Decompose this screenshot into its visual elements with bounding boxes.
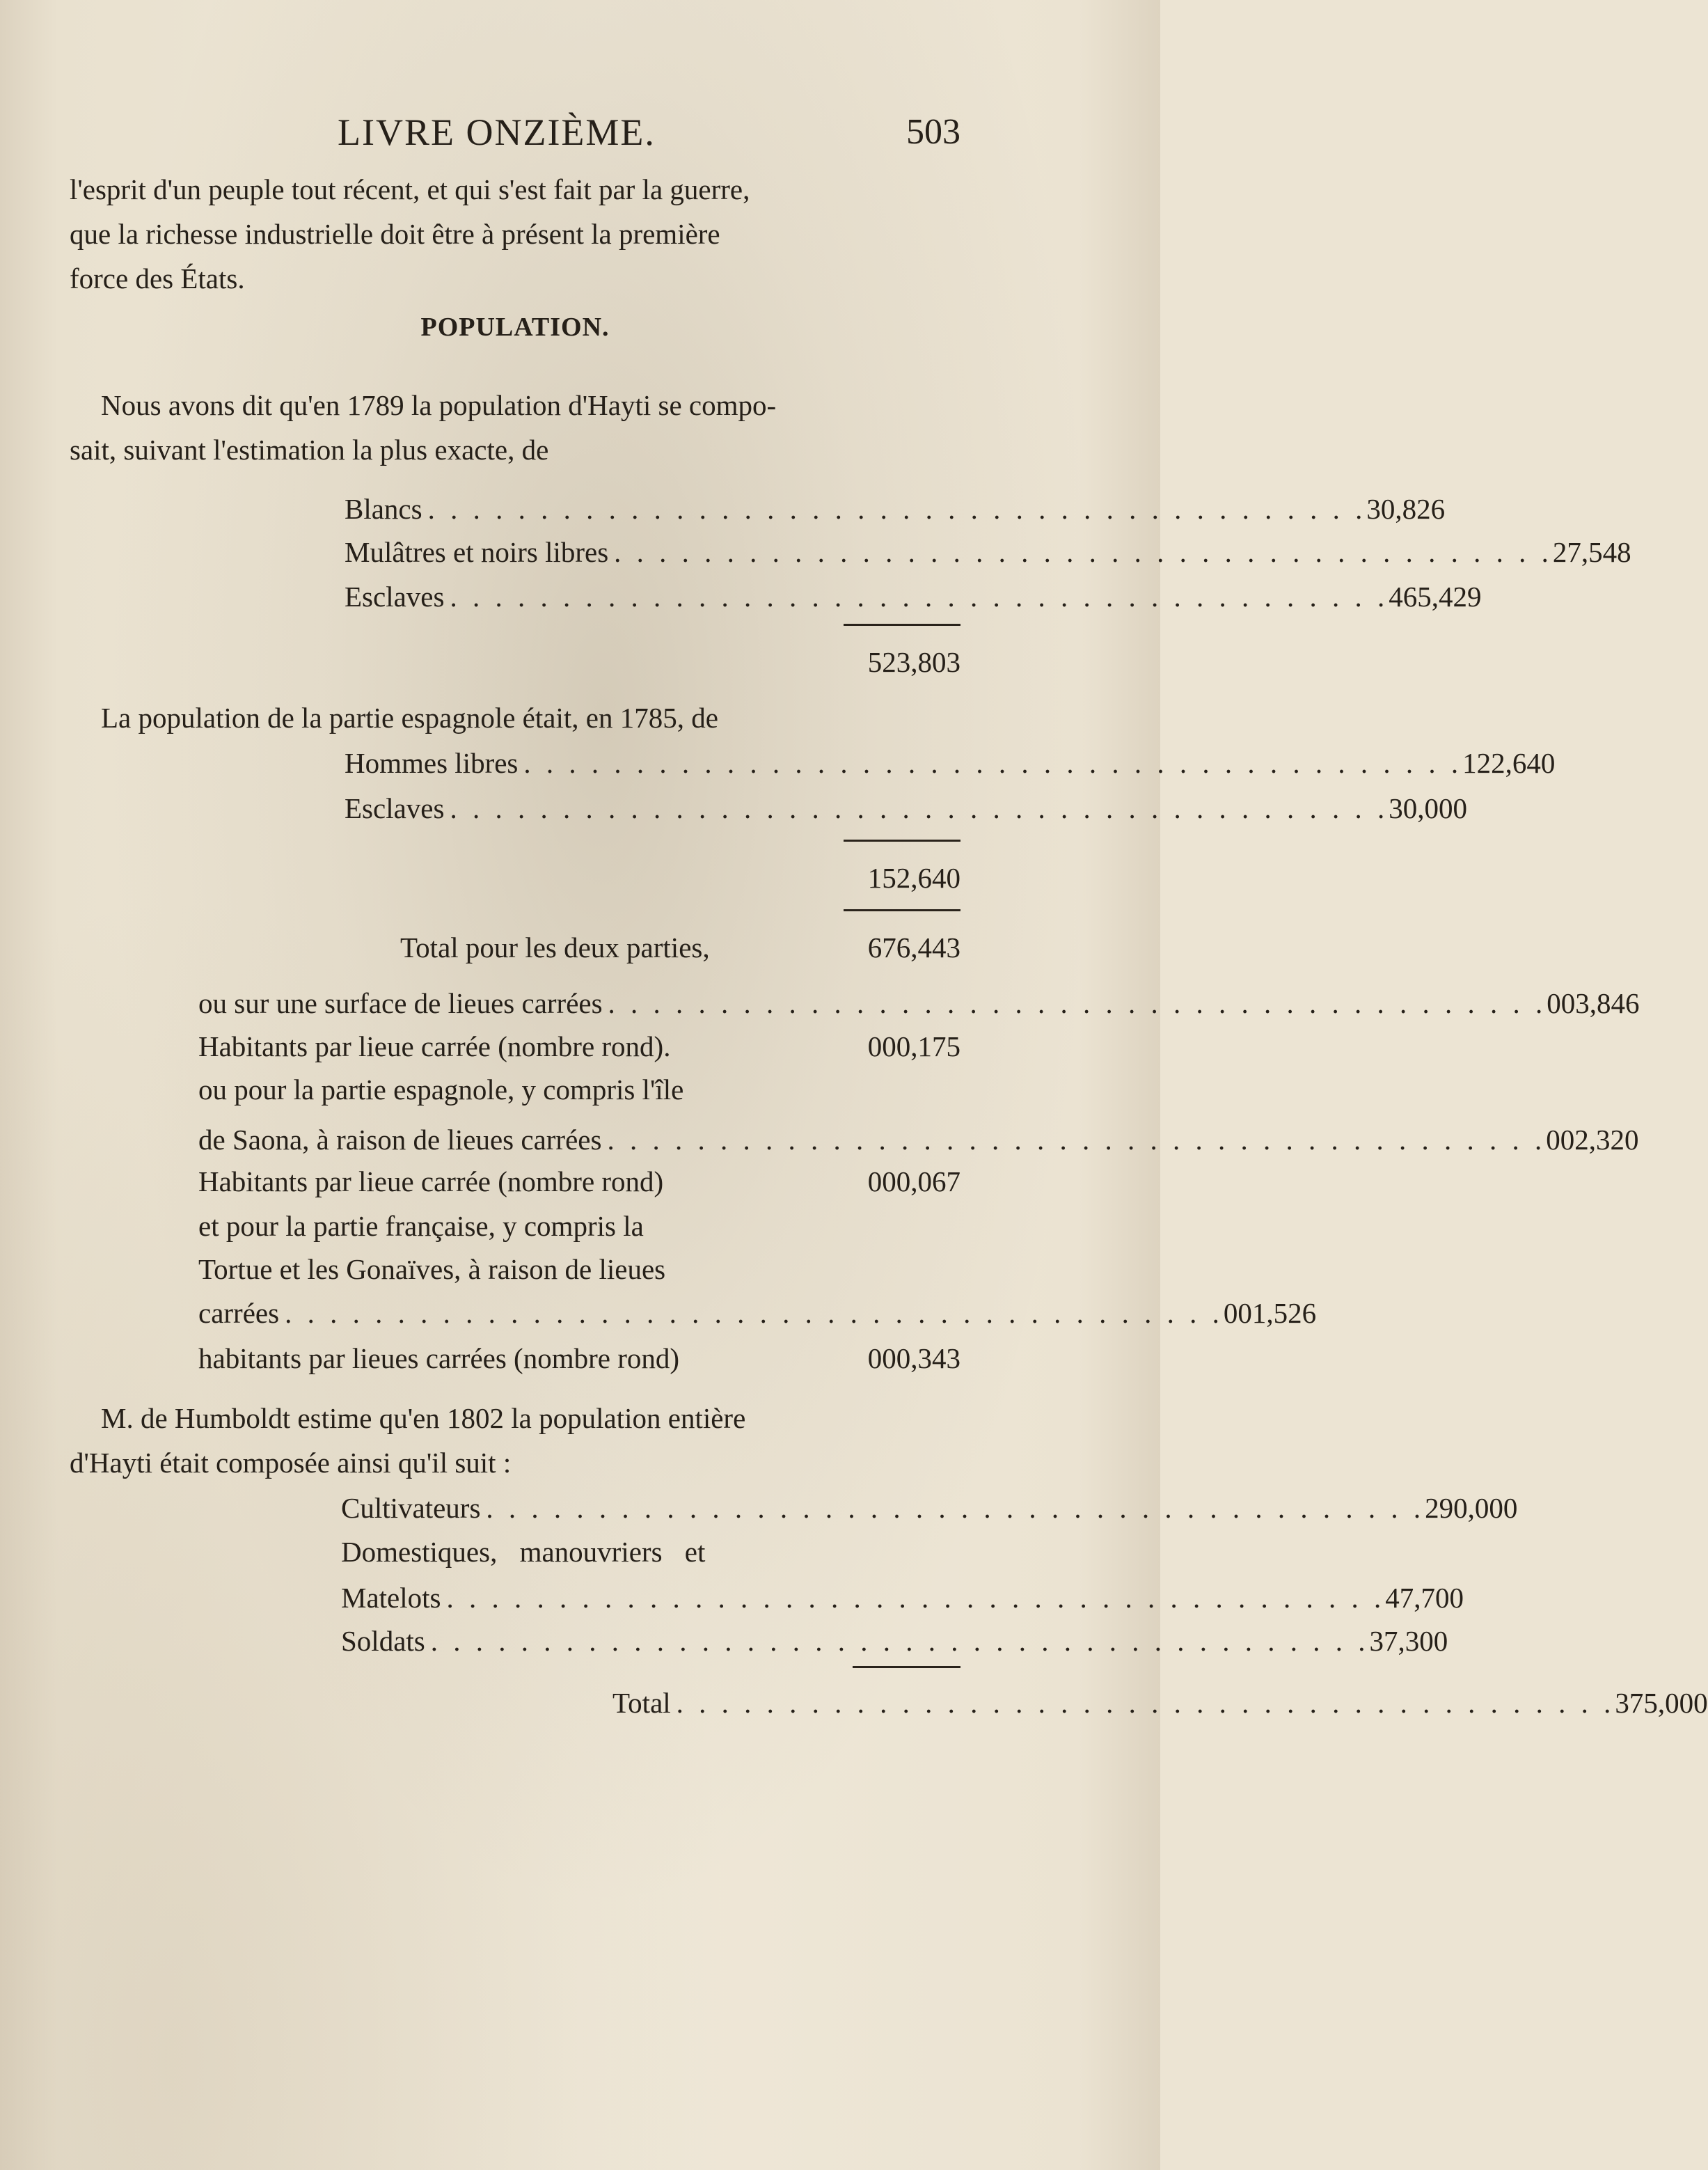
paragraph-line: d'Hayti était composée ainsi qu'il suit : — [70, 1447, 512, 1479]
total-row — [612, 1681, 1708, 1724]
leader-dots: . . . . . . . . . . . . . . . . . . . . . . . . . . . . . . . . . . . . . . . . . . — [486, 1492, 1425, 1524]
table-row — [345, 741, 1556, 785]
sum-rule — [853, 1666, 960, 1668]
row-value: 000,067 — [867, 1165, 960, 1197]
table-row — [341, 1576, 1464, 1619]
paragraph-1785: La population de la partie espagnole était, en 1785, de — [101, 702, 718, 734]
sum-rule — [844, 840, 960, 842]
total-row — [345, 640, 960, 684]
total-value: 523,803 — [867, 646, 960, 678]
row-label: Matelots — [341, 1582, 441, 1614]
row-label: Mulâtres et noirs libres — [345, 536, 609, 568]
row-value: 27,548 — [1552, 536, 1631, 568]
row-label: Cultivateurs — [341, 1492, 481, 1524]
paragraph-line: sait, suivant l'estimation la plus exacte, de — [70, 434, 549, 466]
leader-dots: . . . . . . . . . . . . . . . . . . . . . . . . . . . . . . . . . . . . . . . . . . — [608, 987, 1547, 1019]
row-label: et pour la partie française, y compris la — [198, 1210, 644, 1242]
row-label: ou sur une surface de lieues carrées — [198, 987, 603, 1019]
total-label: Total — [612, 1687, 671, 1719]
paragraph-1802 — [70, 1396, 960, 1485]
table-row — [345, 787, 1467, 830]
summary-row — [198, 1025, 960, 1068]
total-row — [345, 856, 960, 899]
leader-dots: . . . . . . . . . . . . . . . . . . . . . . . . . . . . . . . . . . . . . . . . . . — [607, 1124, 1547, 1156]
row-label: ou pour la partie espagnole, y compris l'île — [198, 1074, 684, 1106]
row-label: de Saona, à raison de lieues carrées — [198, 1124, 602, 1156]
row-value: 000,343 — [867, 1342, 960, 1374]
row-label: carrées — [198, 1297, 280, 1329]
total-value: 152,640 — [867, 862, 960, 894]
row-label: Soldats — [341, 1625, 425, 1657]
leader-dots: . . . . . . . . . . . . . . . . . . . . . . . . . . . . . . . . . . . . . . . . . . — [285, 1297, 1224, 1329]
sum-rule — [844, 909, 960, 911]
summary-row — [198, 1068, 960, 1111]
leader-dots: . . . . . . . . . . . . . . . . . . . . . . . . . . . . . . . . . . . . . . . . . . — [450, 581, 1389, 613]
leader-dots: . . . . . . . . . . . . . . . . . . . . . . . . . . . . . . . . . . . . . . . . . . — [427, 493, 1367, 525]
summary-row — [198, 1291, 1317, 1335]
summary-row — [198, 1160, 960, 1203]
row-value: 003,846 — [1547, 987, 1640, 1019]
leader-dots: . . . . . . . . . . . . . . . . . . . . . . . . . . . . . . . . . . . . . . . . . . — [446, 1582, 1386, 1614]
leader-dots: . . . . . . . . . . . . . . . . . . . . . . . . . . . . . . . . . . . . . . . . . . — [430, 1625, 1370, 1657]
row-label: Habitants par lieue carrée (nombre rond). — [198, 1030, 671, 1062]
row-label: Habitants par lieue carrée (nombre rond) — [198, 1165, 664, 1197]
row-label: Domestiques, manouvriers et — [341, 1536, 706, 1568]
paragraph-line: M. de Humboldt estime qu'en 1802 la population entière — [101, 1402, 746, 1434]
summary-row — [198, 1337, 960, 1380]
leader-dots: . . . . . . . . . . . . . . . . . . . . . . . . . . . . . . . . . . . . . . . . . . — [450, 792, 1389, 824]
row-value: 30,000 — [1389, 792, 1467, 824]
summary-row — [198, 1248, 960, 1291]
row-label: Blancs — [345, 493, 422, 525]
table-row — [345, 487, 1446, 530]
running-title: LIVRE ONZIÈME. — [338, 111, 656, 153]
table-row — [341, 1486, 1518, 1530]
table-row — [345, 575, 1482, 618]
row-label: Esclaves — [345, 581, 445, 613]
paragraph-line: Nous avons dit qu'en 1789 la population d'Hayti se compo- — [101, 389, 777, 421]
table-row — [341, 1530, 960, 1573]
summary-row — [198, 1118, 1639, 1161]
row-value: 122,640 — [1462, 747, 1556, 779]
table-row — [341, 1619, 1448, 1662]
row-value: 000,175 — [867, 1030, 960, 1062]
summary-row — [198, 1204, 960, 1248]
page-header — [70, 104, 960, 160]
leader-dots: . . . . . . . . . . . . . . . . . . . . . . . . . . . . . . . . . . . . . . . . . . — [523, 747, 1463, 779]
page-number: 503 — [906, 112, 960, 152]
leader-dots: . . . . . . . . . . . . . . . . . . . . . . . . . . . . . . . . . . . . . . . . . . — [676, 1687, 1615, 1719]
sum-rule — [844, 624, 960, 626]
row-value: 30,826 — [1366, 493, 1446, 525]
intro-line: force des États. — [70, 262, 245, 294]
paragraph-1789 — [70, 383, 960, 472]
summary-row — [198, 982, 1640, 1025]
row-value: 37,300 — [1369, 1625, 1448, 1657]
grand-total-row — [400, 926, 960, 969]
row-label: Hommes libres — [345, 747, 519, 779]
row-label: Tortue et les Gonaïves, à raison de lieues — [198, 1253, 666, 1285]
leader-dots: . . . . . . . . . . . . . . . . . . . . . . . . . . . . . . . . . . . . . . . . . . — [614, 536, 1553, 568]
grand-total-value: 676,443 — [867, 931, 960, 964]
row-label: Esclaves — [345, 792, 445, 824]
table-row — [345, 530, 1631, 574]
intro-line: que la richesse industrielle doit être à présent la première — [70, 218, 720, 250]
row-value: 290,000 — [1425, 1492, 1518, 1524]
grand-total-label: Total pour les deux parties, — [400, 931, 710, 964]
row-value: 465,429 — [1389, 581, 1482, 613]
row-value: 001,526 — [1223, 1297, 1317, 1329]
intro-paragraph — [70, 167, 960, 301]
row-label: habitants par lieues carrées (nombre rond) — [198, 1342, 680, 1374]
row-value: 47,700 — [1385, 1582, 1464, 1614]
section-title: POPULATION. — [420, 313, 610, 342]
intro-line: l'esprit d'un peuple tout récent, et qui s'est fait par la guerre, — [70, 173, 750, 205]
row-value: 002,320 — [1546, 1124, 1639, 1156]
total-value: 375,000 — [1615, 1687, 1708, 1719]
